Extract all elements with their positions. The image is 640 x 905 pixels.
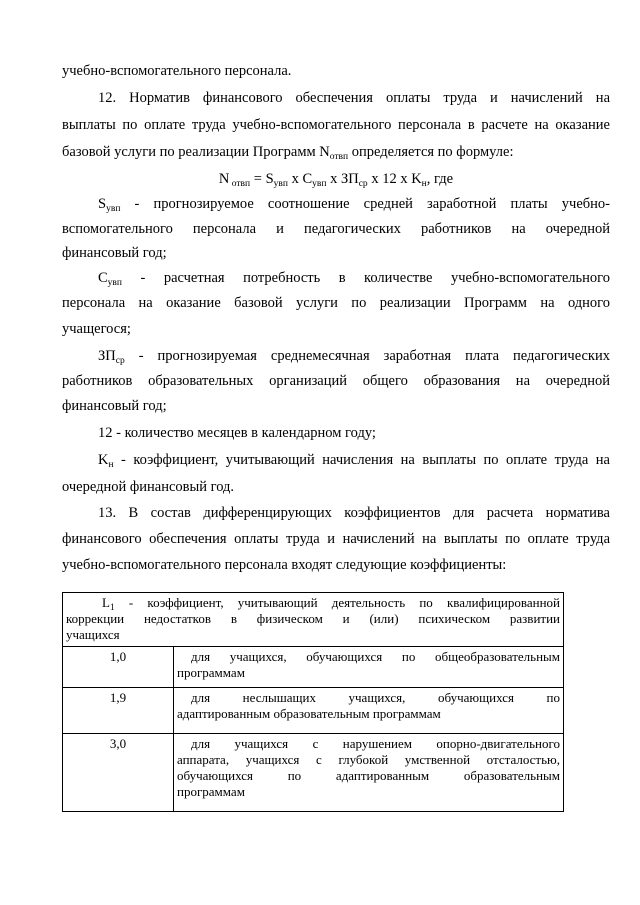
formula: N $_{отвп} = S_{увп}$ x $C_{увп}$ x $ЗП_{ср}$ x 12 x $K_н$, где (218, 171, 454, 189)
definition-s-line: финансовый год; (62, 245, 167, 261)
coefficient-table (62, 592, 564, 812)
definition-zp-line: $ЗП_{ср}$ - прогнозируемая среднемесячная заработная плата педагогических (98, 348, 610, 366)
coefficient-value: 1,0 (63, 647, 174, 688)
header-line: $L_1$ - коэффициент, учитывающий деятельность по квалифицированной (102, 595, 560, 613)
definition-months-line: 12 - количество месяцев в календарном году; (98, 425, 376, 441)
definition-s-line: $S_{увп}$ - прогнозируемое соотношение средней заработной платы учебно- (98, 196, 610, 214)
coefficient-value: 3,0 (63, 734, 174, 812)
text-line: учебно-вспомогательного персонала. (62, 63, 292, 79)
table-row (63, 734, 564, 812)
definition-k-line: очередной финансовый год. (62, 479, 235, 495)
coefficient-description: для неслышащих учащихся, обучающихся по адаптированным образовательным программам (174, 688, 564, 734)
coefficient-description: для учащихся, обучающихся по общеобразовательным программам (174, 647, 564, 688)
paragraph-12-line: выплаты по оплате труда учебно-вспомогательного персонала в расчете на оказание (62, 117, 610, 133)
definition-c-line: персонала на оказание базовой услуги по реализации Программ на одного (62, 295, 610, 311)
definition-s-line: вспомогательного персонала и педагогических работников на очередной (62, 221, 610, 237)
definition-k-line: $K_н$ - коэффициент, учитывающий начисления на выплаты по оплате труда на (98, 452, 610, 470)
table-row (63, 688, 564, 734)
table-row (63, 647, 564, 688)
definition-zp-line: финансовый год; (62, 398, 167, 414)
table-header-cell (63, 593, 564, 647)
definition-c-line: учащегося; (62, 321, 131, 337)
definition-c-line: $C_{увп}$ - расчетная потребность в количестве учебно-вспомогательного (98, 270, 610, 288)
paragraph-12-line: 12. Норматив финансового обеспечения оплаты труда и начислений на (98, 90, 610, 106)
definition-zp-line: работников образовательных организаций общего образования на очередной (62, 373, 610, 389)
paragraph-13-line: учебно-вспомогательного персонала входят следующие коэффициенты: (62, 557, 507, 573)
paragraph-13-line: 13. В состав дифференцирующих коэффициентов для расчета норматива (98, 505, 610, 521)
header-line: коррекции недостатков в физическом и (или) психическом развитии (66, 611, 560, 626)
paragraph-12-line: базовой услуги по реализации Программ $N_{отвп}$ определяется по формуле: (62, 144, 514, 162)
coefficient-value: 1,9 (63, 688, 174, 734)
coefficient-description: для учащихся с нарушением опорно-двигательного аппарата, учащихся с глубокой умственной отсталостью, обучающихся по адаптированным образовательным программам (174, 734, 564, 812)
table-header-row (63, 593, 564, 647)
paragraph-13-line: финансового обеспечения оплаты труда и начислений на выплаты по оплате труда (62, 531, 610, 547)
header-line: учащихся (66, 627, 120, 642)
